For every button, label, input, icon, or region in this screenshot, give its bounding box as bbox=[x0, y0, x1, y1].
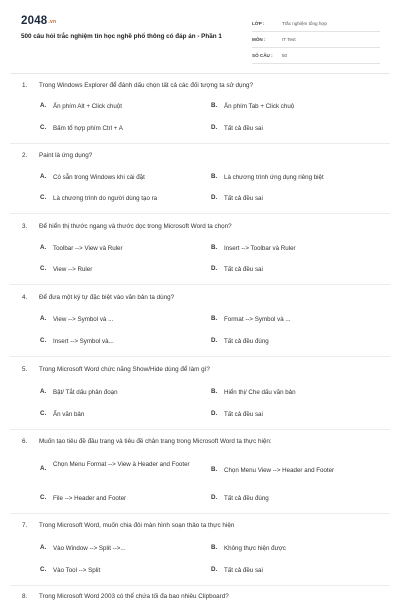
option-text: Vào Tool --> Split bbox=[53, 567, 101, 574]
option-letter: C. bbox=[40, 265, 47, 272]
option-letter: A. bbox=[40, 388, 47, 395]
question-body: Paint là ứng dụng? bbox=[39, 152, 93, 159]
option-a[interactable] bbox=[40, 102, 190, 111]
option-text: Insert --> Symbol và... bbox=[53, 338, 114, 345]
option-text: Chọn Menu View --> Header and Footer bbox=[224, 467, 335, 474]
question-number: 3. bbox=[22, 223, 28, 230]
option-letter: B. bbox=[211, 244, 218, 251]
question-number: 8. bbox=[22, 593, 28, 600]
option-text: Toolbar --> View và Ruler bbox=[53, 245, 123, 252]
option-letter: D. bbox=[211, 410, 218, 417]
option-text: Là chương trình do người dùng tạo ra bbox=[53, 195, 158, 202]
option-b[interactable] bbox=[211, 315, 381, 324]
option-b[interactable] bbox=[211, 544, 381, 553]
question-number: 1. bbox=[22, 82, 28, 89]
meta-value: IT Test bbox=[282, 37, 296, 42]
option-c[interactable] bbox=[40, 265, 190, 274]
option-d[interactable] bbox=[211, 494, 381, 503]
option-letter: C. bbox=[40, 124, 47, 131]
option-text: Vào Window --> Split -->... bbox=[53, 545, 126, 552]
option-letter: D. bbox=[211, 566, 218, 573]
header-divider bbox=[10, 73, 390, 74]
option-letter: B. bbox=[211, 102, 218, 109]
question-text bbox=[22, 223, 382, 230]
option-letter: D. bbox=[211, 124, 218, 131]
option-letter: D. bbox=[211, 337, 218, 344]
question-number: 5. bbox=[22, 366, 28, 373]
meta-count bbox=[252, 48, 380, 64]
option-c[interactable] bbox=[40, 124, 190, 133]
option-letter: D. bbox=[211, 494, 218, 501]
option-text: Tất cả đều sai bbox=[224, 125, 263, 132]
meta-value: Trắc nghiệm tổng hợp bbox=[282, 21, 327, 26]
option-a[interactable] bbox=[40, 544, 190, 553]
option-text: Ẩn văn bản bbox=[53, 411, 85, 418]
option-text: Tất cả đều đúng bbox=[224, 338, 269, 345]
option-a[interactable] bbox=[40, 244, 190, 253]
meta-class bbox=[252, 16, 380, 32]
option-text: Chọn Menu Format --> View à Header and Footer bbox=[53, 461, 190, 468]
option-b[interactable] bbox=[211, 466, 381, 475]
option-a[interactable] bbox=[40, 315, 190, 324]
page-title: 500 câu hỏi trắc nghiệm tin học nghề phổ thông có đáp án - Phần 1 bbox=[21, 33, 222, 40]
option-letter: D. bbox=[211, 265, 218, 272]
question-number: 2. bbox=[22, 152, 28, 159]
option-letter: A. bbox=[40, 244, 47, 251]
question-number: 7. bbox=[22, 522, 28, 529]
option-letter: B. bbox=[211, 315, 218, 322]
question-text bbox=[22, 438, 382, 445]
option-letter: B. bbox=[211, 544, 218, 551]
option-text: View --> Symbol và ... bbox=[53, 316, 114, 323]
option-letter: C. bbox=[40, 194, 47, 201]
meta-key: MÔN : bbox=[252, 37, 266, 42]
question-body: Trong Microsoft Word chức năng Show/Hide dùng để làm gì? bbox=[39, 366, 210, 373]
option-text: Bấm tổ hợp phím Ctrl + A bbox=[53, 125, 123, 132]
meta-value: 50 bbox=[282, 53, 288, 58]
question-text bbox=[22, 152, 382, 159]
option-text: Tất cả đều sai bbox=[224, 195, 263, 202]
question-separator bbox=[10, 585, 390, 586]
option-c[interactable] bbox=[40, 410, 190, 419]
option-letter: A. bbox=[40, 315, 47, 322]
option-c[interactable] bbox=[40, 337, 190, 346]
option-letter: A. bbox=[40, 465, 47, 472]
question-text bbox=[22, 366, 382, 373]
option-text: Ấn phím Alt + Click chuột bbox=[53, 103, 122, 110]
option-d[interactable] bbox=[211, 194, 381, 203]
option-letter: C. bbox=[40, 410, 47, 417]
question-text bbox=[22, 294, 382, 301]
question-separator bbox=[10, 143, 390, 144]
logo-sub: .vn bbox=[48, 19, 57, 25]
option-a[interactable] bbox=[40, 388, 190, 397]
question-body: Trong Microsoft Word, muốn chia đôi màn hình soạn thảo ta thực hiện bbox=[39, 522, 235, 529]
option-b[interactable] bbox=[211, 102, 381, 111]
question-number: 4. bbox=[22, 294, 28, 301]
option-text: View --> Ruler bbox=[53, 266, 93, 273]
meta-key: LỚP : bbox=[252, 21, 265, 26]
option-text: Là chương trình ứng dụng riêng biệt bbox=[224, 174, 324, 181]
option-text: Tất cả đều sai bbox=[224, 411, 263, 418]
option-letter: C. bbox=[40, 566, 47, 573]
option-d[interactable] bbox=[211, 410, 381, 419]
option-c[interactable] bbox=[40, 194, 190, 203]
option-text: Format --> Symbol và ... bbox=[224, 316, 291, 323]
quiz-meta bbox=[252, 16, 380, 64]
question-body: Để đưa một ký tự đặc biệt vào văn bản ta dùng? bbox=[39, 294, 175, 301]
option-text: File --> Header and Footer bbox=[53, 495, 127, 502]
option-letter: D. bbox=[211, 194, 218, 201]
option-letter: A. bbox=[40, 102, 47, 109]
option-text: Có sẵn trong Windows khi cài đặt bbox=[53, 174, 145, 181]
option-letter: A. bbox=[40, 173, 47, 180]
option-d[interactable] bbox=[211, 337, 381, 346]
option-text: Ấn phím Tab + Click chuộ bbox=[224, 103, 295, 110]
question-text bbox=[22, 593, 382, 600]
option-text: Tất cả đều sai bbox=[224, 266, 263, 273]
option-d[interactable] bbox=[211, 566, 381, 575]
question-separator bbox=[10, 213, 390, 214]
question-body: Để hiển thị thước ngang và thước dọc trong Microsoft Word ta chọn? bbox=[39, 223, 232, 230]
option-letter: B. bbox=[211, 466, 218, 473]
option-letter: B. bbox=[211, 173, 218, 180]
option-d[interactable] bbox=[211, 265, 381, 274]
meta-key: SỐ CÂU : bbox=[252, 53, 273, 58]
page-header bbox=[0, 0, 400, 64]
option-text: Hiển thị/ Che dấu văn bản bbox=[224, 389, 296, 396]
question-separator bbox=[10, 356, 390, 357]
question-body: Muốn tạo tiêu đề đầu trang và tiêu đề chân trang trong Microsoft Word ta thực hiện: bbox=[39, 438, 272, 445]
option-text: Bật/ Tắt dấu phân đoạn bbox=[53, 389, 118, 396]
question-separator bbox=[10, 284, 390, 285]
meta-subject bbox=[252, 32, 380, 48]
question-body: Trong Microsoft Word 2003 có thể chứa tối đa bao nhiêu Clipboard? bbox=[39, 593, 229, 600]
question-separator bbox=[10, 429, 390, 430]
option-text: Tất cả đều đúng bbox=[224, 495, 269, 502]
logo-main: 2048 bbox=[21, 15, 48, 27]
option-d[interactable] bbox=[211, 124, 381, 133]
option-a[interactable] bbox=[40, 173, 190, 182]
option-letter: A. bbox=[40, 544, 47, 551]
option-b[interactable] bbox=[211, 388, 381, 397]
question-text bbox=[22, 522, 382, 529]
option-c[interactable] bbox=[40, 566, 190, 575]
site-logo[interactable] bbox=[21, 15, 56, 27]
option-letter: B. bbox=[211, 388, 218, 395]
option-text: Không thực hiện được bbox=[224, 545, 286, 552]
option-b[interactable] bbox=[211, 173, 381, 182]
question-separator bbox=[10, 513, 390, 514]
option-a[interactable] bbox=[40, 460, 190, 472]
option-b[interactable] bbox=[211, 244, 381, 253]
question-body: Trong Windows Explorer để đánh dấu chọn tất cả các đối tượng ta sử dụng? bbox=[39, 82, 253, 89]
option-text: Tất cả đều sai bbox=[224, 567, 263, 574]
option-c[interactable] bbox=[40, 494, 190, 503]
option-text: Insert --> Toolbar và Ruler bbox=[224, 245, 296, 252]
option-letter: C. bbox=[40, 494, 47, 501]
question-number: 6. bbox=[22, 438, 28, 445]
option-letter: C. bbox=[40, 337, 47, 344]
question-text bbox=[22, 82, 382, 89]
